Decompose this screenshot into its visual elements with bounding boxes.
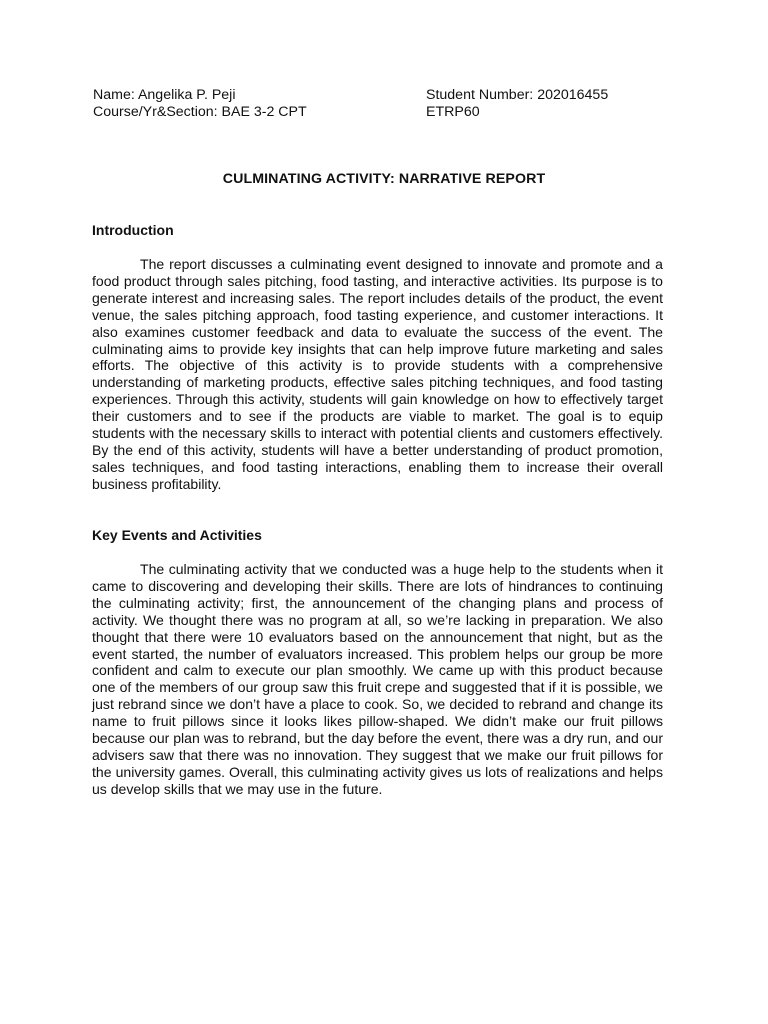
- document-title: CULMINATING ACTIVITY: NARRATIVE REPORT: [222, 171, 546, 187]
- course-section: Course/Yr&Section: BAE 3-2 CPT: [93, 104, 307, 120]
- student-name: Name: Angelika P. Peji: [93, 87, 236, 103]
- key-events-heading: Key Events and Activities: [92, 527, 262, 543]
- student-number: Student Number: 202016455: [426, 87, 609, 103]
- introduction-paragraph: The report discusses a culminating event designed to innovate and promote and a food product through sales pitching, food tasting, and interactive activities. Its purpose is to generate interest and increasing sales. The report includes details of the product, the event venue, the sales pitching approach, food tasting experience, and customer interactions. It also examines customer feedback and data to evaluate the success of the event. The culminating aims to provide key insights that can help improve future marketing and sales efforts. The objective of this activity is to provide students with a comprehensive understanding of marketing products, effective sales pitching techniques, and food tasting experiences. Through this activity, students will gain knowledge on how to effectively target their customers and to see if the products are viable to market. The goal is to equip students with the necessary skills to interact with potential clients and customers effectively. By the end of this activity, students will have a better understanding of product promotion, sales techniques, and food tasting interactions, enabling them to increase their overall business profitability.: [92, 256, 663, 492]
- key-events-paragraph: The culminating activity that we conducted was a huge help to the students when it came to discovering and developing their skills. There are lots of hindrances to continuing the culminating activity; first, the announcement of the changing plans and process of activity. We thought there was no program at all, so we’re lacking in preparation. We also thought that there were 10 evaluators based on the announcement that night, but as the event started, the number of evaluators increased. This problem helps our group be more confident and calm to execute our plan smoothly. We came up with this product because one of the members of our group saw this fruit crepe and suggested that if it is possible, we just rebrand since we don’t have a place to cook. So, we decided to rebrand and change its name to fruit pillows since it looks likes pillow-shaped. We didn’t make our fruit pillows because our plan was to rebrand, but the day before the event, there was a dry run, and our advisers saw that there was no innovation. They suggest that we make our fruit pillows for the university games. Overall, this culminating activity gives us lots of realizations and helps us develop skills that we may use in the future.: [92, 561, 663, 797]
- introduction-heading: Introduction: [92, 222, 174, 238]
- course-code: ETRP60: [426, 104, 480, 120]
